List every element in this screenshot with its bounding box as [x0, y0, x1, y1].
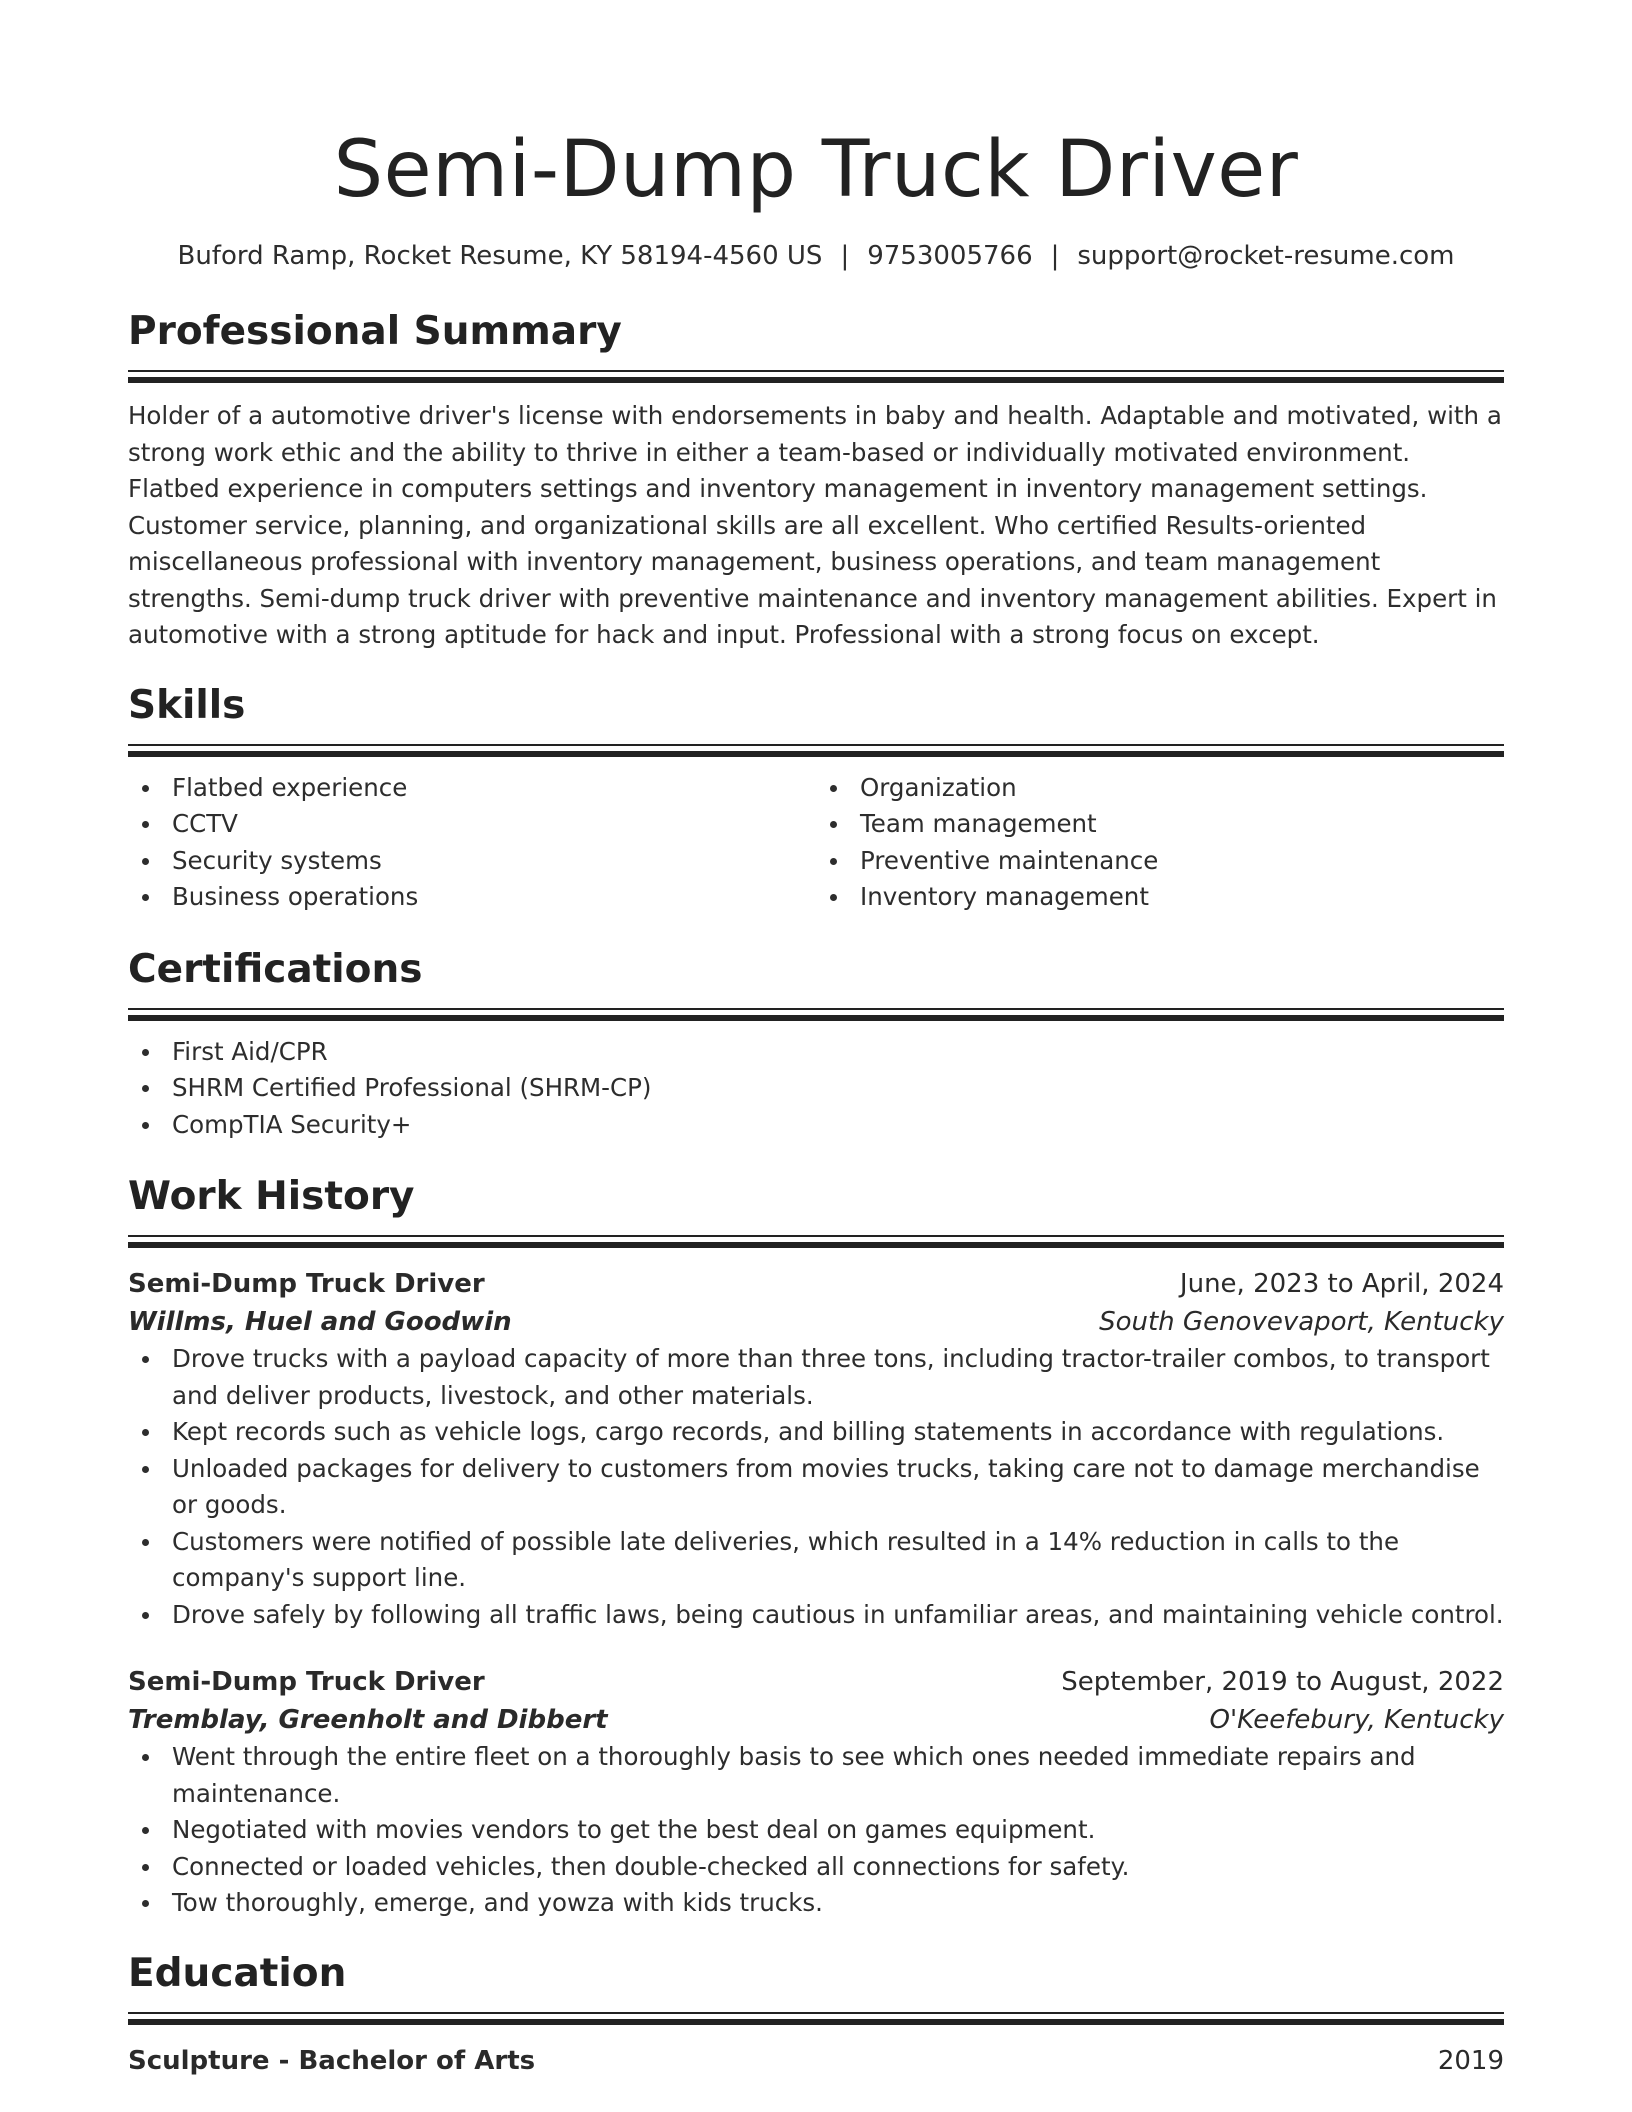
skill-item: CCTV: [128, 806, 816, 843]
job-subheader: [128, 1303, 1504, 1341]
education-entry: [128, 2042, 1504, 2080]
skill-item: Team management: [816, 806, 1504, 843]
contact-separator: |: [840, 241, 850, 271]
job-bullet: Unloaded packages for delivery to customers from movies trucks, taking care not to damage merchandise or goods.: [128, 1451, 1504, 1524]
certification-item: First Aid/CPR: [128, 1034, 1504, 1071]
candidate-name: Semi-Dump Truck Driver: [333, 125, 1299, 215]
job-location: South Genovevaport, Kentucky: [1099, 1307, 1504, 1337]
job-bullet: Customers were notified of possible late deliveries, which resulted in a 14% reduction in calls to the company's support line.: [128, 1524, 1504, 1597]
section-title-summary: Professional Summary: [128, 309, 622, 354]
skill-item: Flatbed experience: [128, 770, 816, 807]
job-title: Semi-Dump Truck Driver: [128, 1269, 485, 1299]
job-entry: [128, 1265, 1504, 1633]
skill-item: Inventory management: [816, 879, 1504, 916]
job-subheader: [128, 1701, 1504, 1739]
certification-item: CompTIA Security+: [128, 1107, 1504, 1144]
contact-line: [128, 238, 1504, 274]
skills-column-right: [816, 770, 1504, 916]
job-header: [128, 1265, 1504, 1303]
job-bullet: Drove safely by following all traffic laws, being cautious in unfamiliar areas, and maintaining vehicle control.: [128, 1597, 1504, 1634]
education-section: [128, 1950, 1504, 2080]
job-dates: September, 2019 to August, 2022: [1061, 1667, 1504, 1697]
section-title-skills: Skills: [128, 682, 246, 728]
job-header: [128, 1663, 1504, 1701]
job-company: Tremblay, Greenholt and Dibbert: [128, 1705, 608, 1735]
section-title-certifications: Certifications: [128, 946, 423, 992]
skill-item: Organization: [816, 770, 1504, 807]
skills-column-left: [128, 770, 816, 916]
job-location: O'Keefebury, Kentucky: [1209, 1705, 1504, 1735]
job-bullet: Went through the entire fleet on a thoroughly basis to see which ones needed immediate repairs and maintenance.: [128, 1739, 1504, 1812]
work-history-section: [128, 1173, 1504, 1922]
certifications-section: [128, 946, 1504, 1144]
contact-separator: |: [1050, 241, 1060, 271]
education-year: 2019: [1437, 2045, 1504, 2076]
skill-item: Preventive maintenance: [816, 843, 1504, 880]
certification-item: SHRM Certified Professional (SHRM-CP): [128, 1070, 1504, 1107]
job-bullet: Kept records such as vehicle logs, cargo records, and billing statements in accordance with regulations.: [128, 1414, 1504, 1451]
job-company: Willms, Huel and Goodwin: [128, 1307, 512, 1337]
skills-grid: [128, 770, 1504, 916]
job-bullet: Connected or loaded vehicles, then double-checked all connections for safety.: [128, 1849, 1504, 1886]
summary-text: Holder of a automotive driver's license with endorsements in baby and health. Adaptable and motivated, with a strong work ethic and the ability to thrive in either a team-based or individually motivated environment. Flatbed experience in computers settings and inventory management in inventory management settings. Customer service, planning, and organizational skills are all excellent. Who certified Results-oriented miscellaneous professional with inventory management, business operations, and team management strengths. Semi-dump truck driver with preventive maintenance and inventory management abilities. Expert in automotive with a strong aptitude for hack and input. Professional with a strong focus on except.: [128, 401, 1502, 649]
skills-section: [128, 682, 1504, 916]
summary-section: [128, 308, 1504, 654]
skill-item: Security systems: [128, 843, 816, 880]
job-bullet: Tow thoroughly, emerge, and yowza with kids trucks.: [128, 1885, 1504, 1922]
section-divider: [128, 370, 1504, 382]
section-title-work-history: Work History: [128, 1174, 415, 1219]
section-title-education: Education: [128, 1950, 347, 1996]
section-divider: [128, 1008, 1504, 1020]
job-entry: [128, 1663, 1504, 1922]
job-dates: June, 2023 to April, 2024: [1179, 1269, 1504, 1299]
contact-address: Buford Ramp, Rocket Resume, KY 58194-4560 US: [177, 241, 823, 271]
contact-email: support@rocket-resume.com: [1077, 241, 1455, 271]
job-bullet: Negotiated with movies vendors to get the best deal on games equipment.: [128, 1812, 1504, 1849]
job-title: Semi-Dump Truck Driver: [128, 1667, 485, 1697]
section-divider: [128, 2012, 1504, 2024]
skill-item: Business operations: [128, 879, 816, 916]
section-divider: [128, 744, 1504, 756]
section-divider: [128, 1235, 1504, 1247]
job-bullet: Drove trucks with a payload capacity of more than three tons, including tractor-trailer combos, to transport and deliver products, livestock, and other materials.: [128, 1341, 1504, 1414]
education-degree: Sculpture - Bachelor of Arts: [128, 2045, 536, 2076]
contact-phone: 9753005766: [867, 241, 1033, 271]
